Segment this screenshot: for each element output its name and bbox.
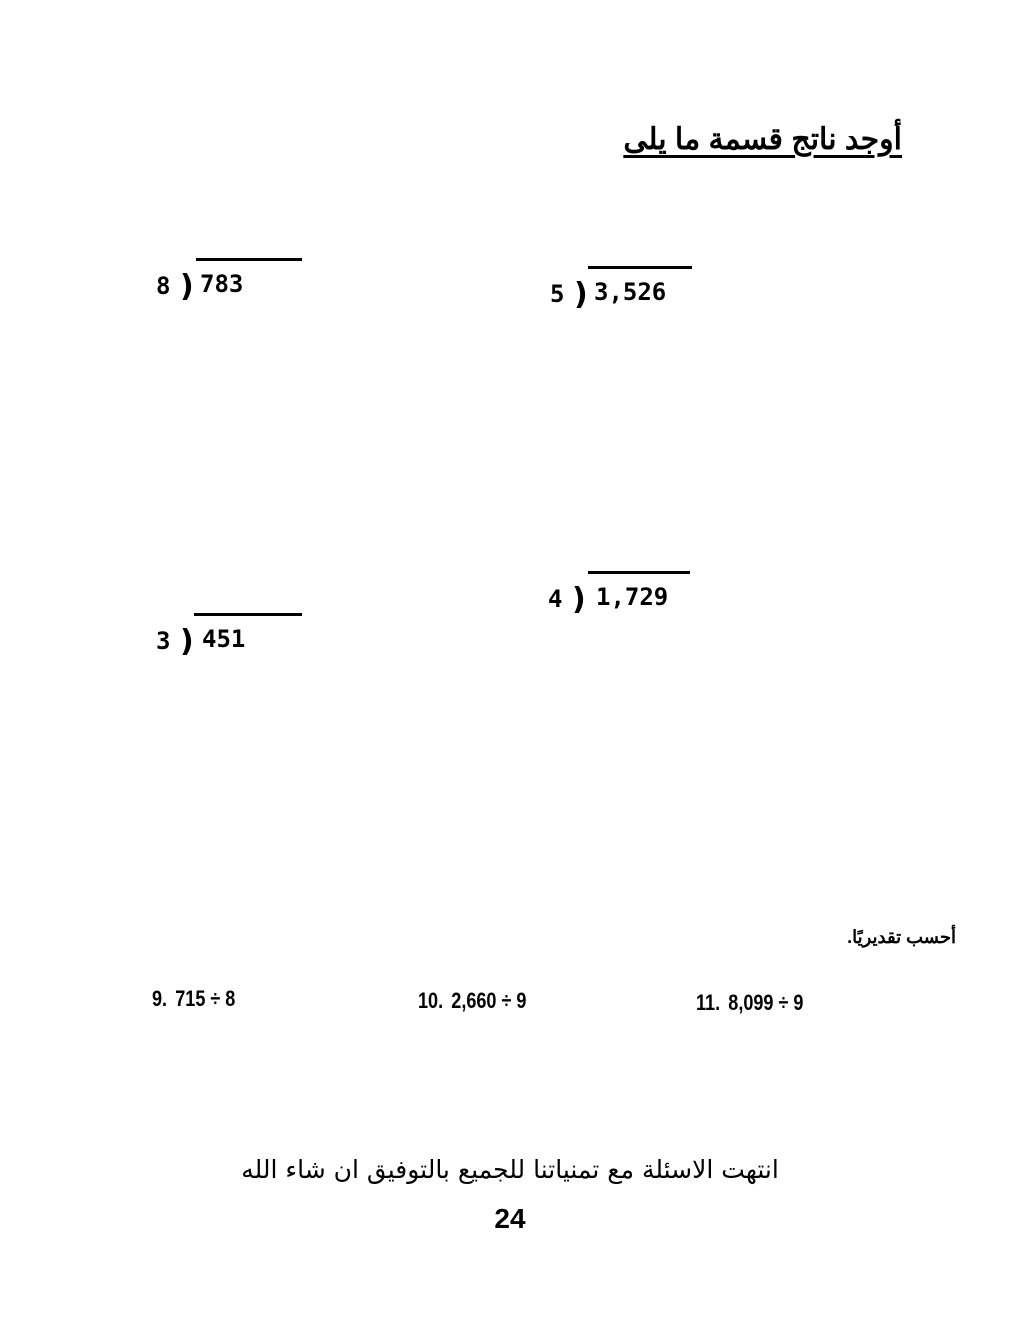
problem-expression: 8,099 ÷ 9: [728, 990, 804, 1015]
long-division-problem: [550, 266, 692, 310]
division-bracket: ): [574, 277, 588, 312]
problem-expression: 2,660 ÷ 9: [451, 988, 527, 1013]
problem-number: 10.: [418, 988, 444, 1013]
divisor: 3: [156, 627, 171, 655]
dividend: 783: [200, 270, 244, 298]
division-bracket: ): [180, 269, 194, 304]
problem-number: 11.: [696, 990, 721, 1015]
long-division-problem: [548, 571, 690, 615]
division-bracket: ): [180, 624, 194, 659]
divisor: 4: [548, 585, 563, 613]
long-division-problem: [156, 258, 302, 302]
dividend: 451: [202, 625, 246, 653]
division-bar: [588, 266, 692, 269]
dividend: 3,526: [594, 278, 667, 306]
worksheet-heading: أوجد ناتج قسمة ما يلى: [623, 123, 902, 156]
estimate-problem: [696, 988, 803, 1018]
estimate-problem: [152, 984, 235, 1014]
dividend: 1,729: [596, 583, 669, 611]
division-bar: [196, 258, 302, 261]
long-division-problem: [156, 613, 302, 657]
divisor: 5: [550, 280, 565, 308]
problem-number: 9.: [152, 986, 168, 1011]
division-bar: [194, 613, 302, 616]
division-bracket: ): [572, 582, 586, 617]
estimate-problem: [418, 986, 526, 1016]
page-number: 24: [494, 1203, 526, 1234]
divisor: 8: [156, 272, 171, 300]
closing-message: انتهت الاسئلة مع تمنياتنا للجميع بالتوفيق ان شاء الله: [241, 1155, 779, 1184]
division-bar: [588, 571, 690, 574]
estimate-heading: أحسب تقديريًا.: [847, 927, 956, 947]
problem-expression: 715 ÷ 8: [175, 986, 236, 1011]
